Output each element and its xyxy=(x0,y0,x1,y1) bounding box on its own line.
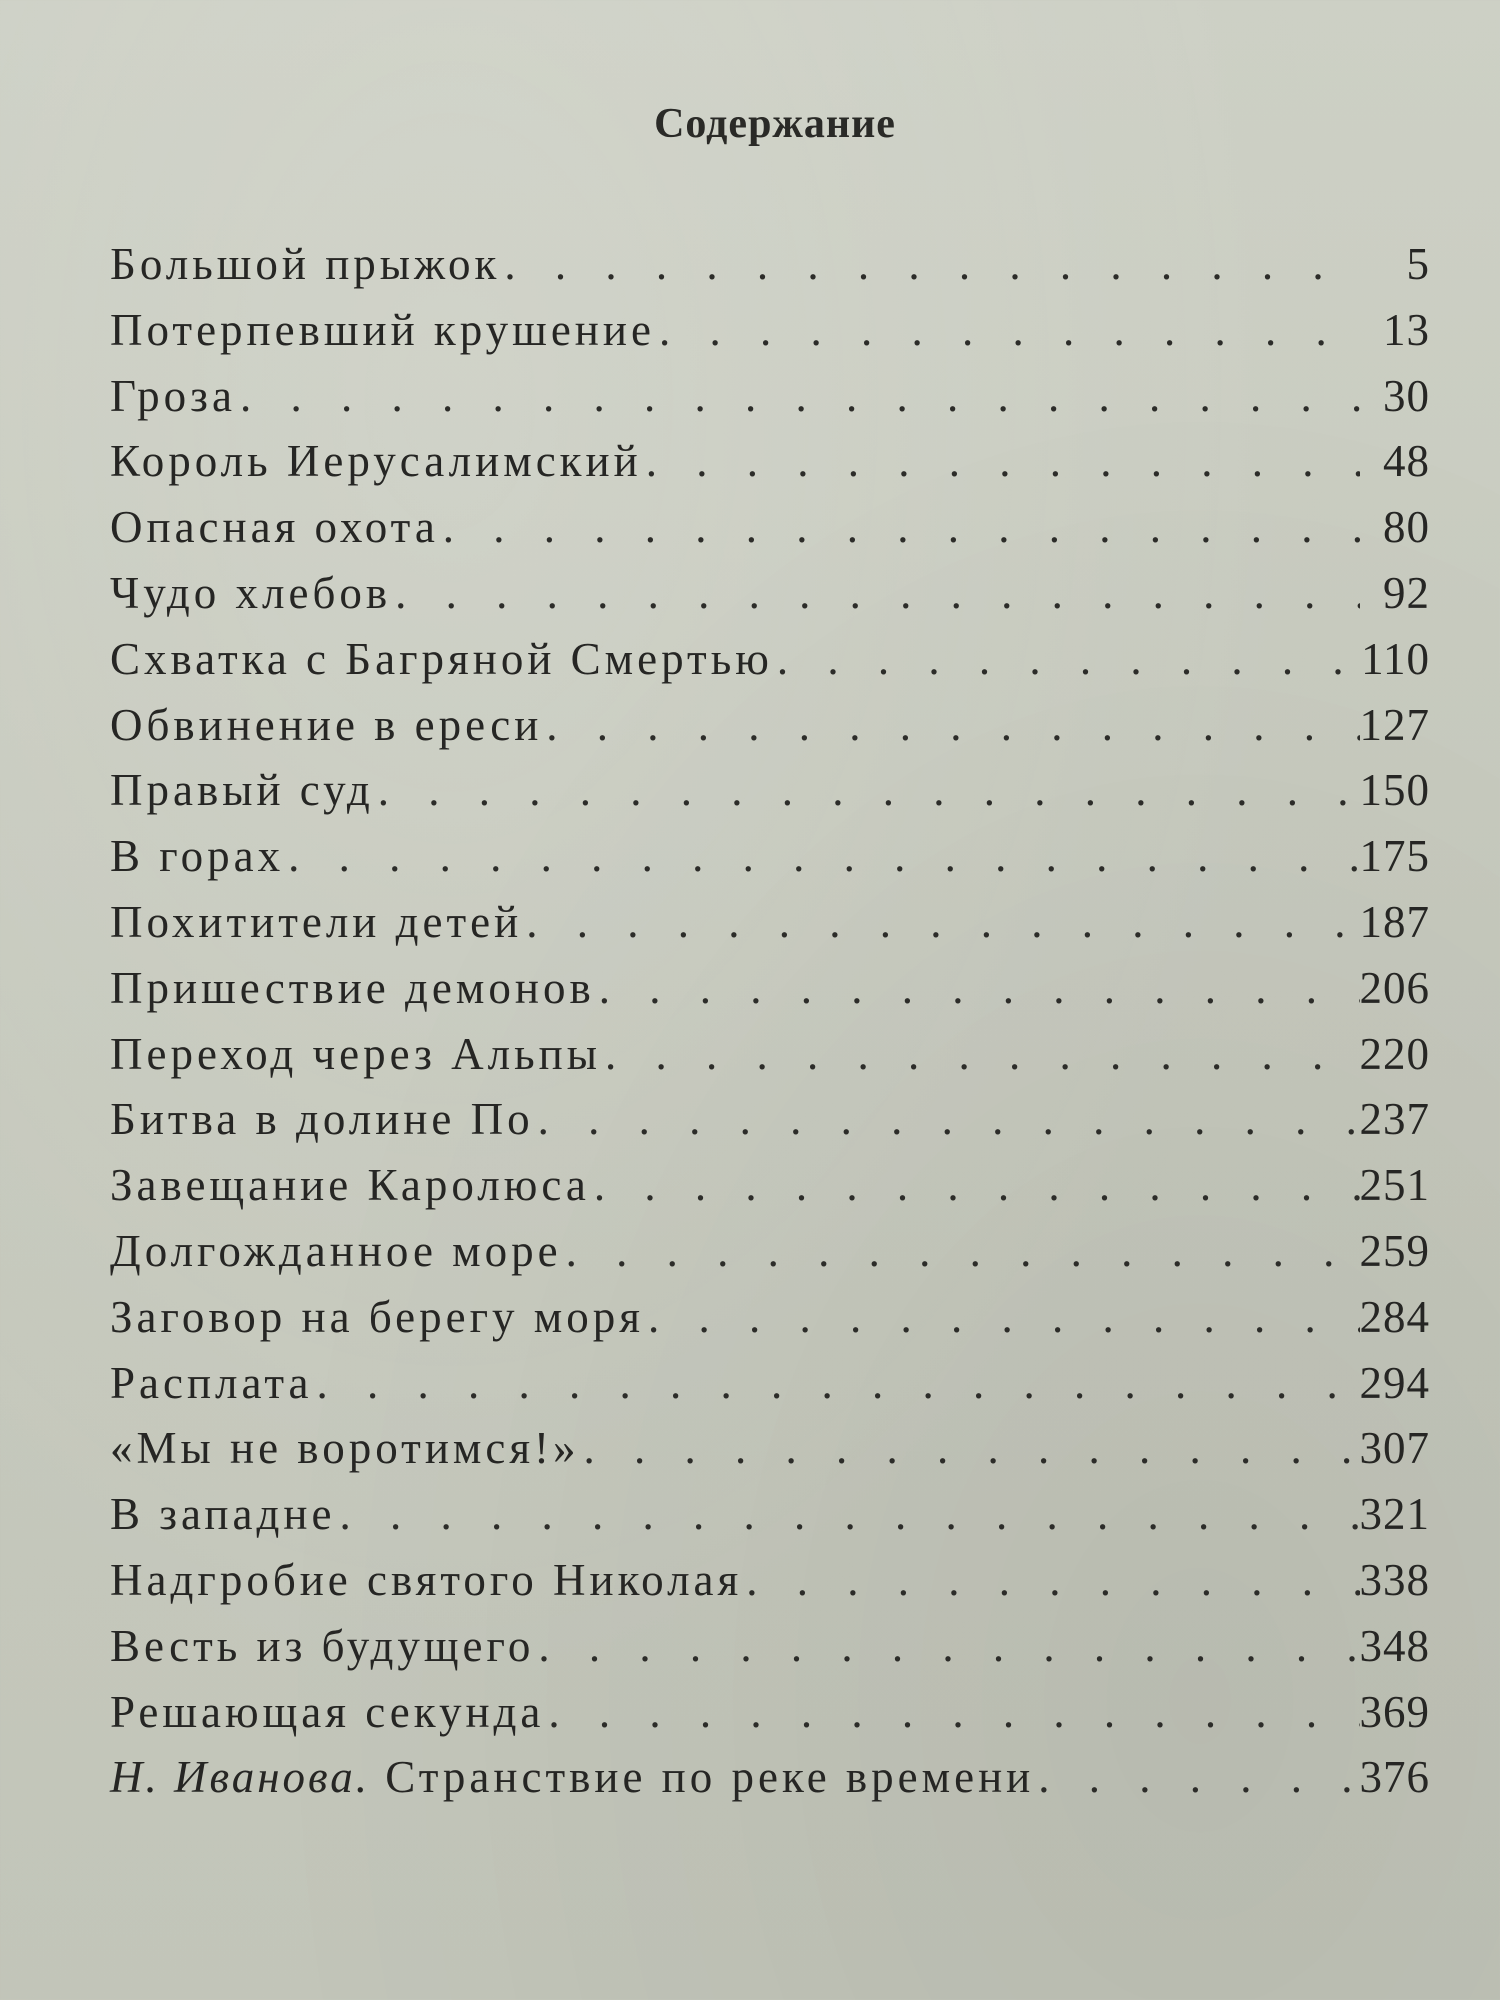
toc-entry xyxy=(110,1022,1430,1088)
toc-entry-page: 294 xyxy=(1359,1357,1430,1408)
afterword-author: Н. Иванова. xyxy=(110,1752,371,1803)
toc-entry-page: 110 xyxy=(1361,633,1430,684)
toc-entry xyxy=(110,429,1430,495)
dot-leader xyxy=(601,1022,1360,1088)
dot-leader xyxy=(374,758,1360,824)
toc-entry-title: Весть из будущего xyxy=(110,1620,535,1671)
toc-entry-title: Гроза xyxy=(110,370,236,421)
dot-leader xyxy=(439,495,1360,561)
toc-entry-page: 13 xyxy=(1383,304,1430,355)
toc-entry xyxy=(110,1219,1430,1285)
toc-entry xyxy=(110,1548,1430,1614)
toc-entry-page: 348 xyxy=(1359,1620,1430,1671)
toc-entry-page: 30 xyxy=(1383,370,1430,421)
toc-entry-page: 284 xyxy=(1359,1291,1430,1342)
toc-entry-afterword xyxy=(110,1745,1430,1811)
toc-entry-title: Надгробие святого Николая xyxy=(110,1554,743,1605)
toc-entry-title: Чудо хлебов xyxy=(110,567,392,618)
toc-entry-page: 127 xyxy=(1359,699,1430,750)
toc-entry xyxy=(110,1153,1430,1219)
dot-leader xyxy=(391,561,1360,627)
toc-entry xyxy=(110,298,1430,364)
dot-leader xyxy=(335,1482,1359,1548)
toc-entry xyxy=(110,693,1430,759)
toc-entry xyxy=(110,1351,1430,1417)
toc-entry-title: Правый суд xyxy=(110,765,374,816)
toc-entry-title: Заговор на берегу моря xyxy=(110,1291,644,1342)
toc-entry-page: 376 xyxy=(1359,1752,1430,1803)
dot-leader xyxy=(642,429,1360,495)
toc-entry xyxy=(110,495,1430,561)
toc-entry-title: Пришествие демонов xyxy=(110,962,595,1013)
dot-leader xyxy=(580,1416,1360,1482)
toc-entry xyxy=(110,561,1430,627)
toc-entry-page: 48 xyxy=(1383,436,1430,487)
table-of-contents xyxy=(110,232,1430,1811)
toc-entry-title: «Мы не воротимся!» xyxy=(110,1423,580,1474)
toc-entry xyxy=(110,364,1430,430)
toc-entry-title: Обвинение в ереси xyxy=(110,699,543,750)
dot-leader xyxy=(644,1285,1360,1351)
toc-entry xyxy=(110,824,1430,890)
toc-entry-title: Большой прыжок xyxy=(110,239,501,289)
dot-leader xyxy=(500,232,1360,298)
toc-entry xyxy=(110,1680,1430,1746)
toc-entry-title: Переход через Альпы xyxy=(110,1028,601,1079)
dot-leader xyxy=(236,364,1360,430)
toc-entry-title: Решающая секунда xyxy=(110,1686,545,1737)
toc-entry-title: Потерпевший крушение xyxy=(110,304,655,355)
dot-leader xyxy=(534,1614,1359,1680)
toc-entry-page: 187 xyxy=(1359,896,1430,947)
toc-entry xyxy=(110,758,1430,824)
toc-entry-page: 220 xyxy=(1359,1028,1430,1079)
toc-entry-page: 307 xyxy=(1359,1423,1430,1474)
dot-leader xyxy=(313,1351,1360,1417)
toc-entry-title: Король Иерусалимский xyxy=(110,436,642,487)
toc-entry xyxy=(110,890,1430,956)
page-title: Содержание xyxy=(654,101,896,147)
dot-leader xyxy=(534,1087,1360,1153)
dot-leader xyxy=(595,956,1360,1022)
toc-entry-page: 5 xyxy=(1406,239,1430,289)
toc-entry xyxy=(110,956,1430,1022)
dot-leader xyxy=(590,1153,1360,1219)
toc-entry-page: 259 xyxy=(1359,1225,1430,1276)
toc-entry-page: 175 xyxy=(1359,831,1430,882)
dot-leader xyxy=(544,1680,1359,1746)
toc-entry xyxy=(110,627,1430,693)
toc-entry-title: Расплата xyxy=(110,1357,313,1408)
toc-entry-title: Битва в долине По xyxy=(110,1094,534,1145)
toc-entry xyxy=(110,1087,1430,1153)
toc-entry xyxy=(110,1482,1430,1548)
dot-leader xyxy=(742,1548,1359,1614)
dot-leader xyxy=(542,693,1359,759)
toc-entry-title: Похитители детей xyxy=(110,896,523,947)
dot-leader xyxy=(773,627,1360,693)
afterword-title: Странствие по реке времени xyxy=(385,1752,1035,1803)
toc-entry-title: Опасная охота xyxy=(110,502,439,553)
toc-entry-title: Долгожданное море xyxy=(110,1225,562,1276)
toc-entry-title: Завещание Каролюса xyxy=(110,1160,590,1211)
toc-entry xyxy=(110,1416,1430,1482)
toc-entry-title: В горах xyxy=(110,831,285,882)
dot-leader xyxy=(1034,1745,1359,1811)
toc-entry-page: 237 xyxy=(1359,1094,1430,1145)
toc-entry xyxy=(110,232,1430,298)
toc-entry-page: 321 xyxy=(1359,1489,1430,1540)
dot-leader xyxy=(562,1219,1360,1285)
dot-leader xyxy=(284,824,1359,890)
toc-entry-page: 80 xyxy=(1383,502,1430,553)
toc-entry xyxy=(110,1614,1430,1680)
toc-entry-page: 251 xyxy=(1359,1160,1430,1211)
toc-entry-page: 92 xyxy=(1383,567,1430,618)
toc-entry-page: 206 xyxy=(1359,962,1430,1013)
toc-entry-page: 338 xyxy=(1359,1554,1430,1605)
toc-entry-page: 150 xyxy=(1359,765,1430,816)
toc-entry-page: 369 xyxy=(1359,1686,1430,1737)
toc-entry-title xyxy=(110,1745,1034,1811)
toc-entry-title: В западне xyxy=(110,1489,336,1540)
dot-leader xyxy=(655,298,1360,364)
dot-leader xyxy=(522,890,1359,956)
toc-entry-title: Схватка с Багряной Смертью xyxy=(110,633,773,684)
toc-entry xyxy=(110,1285,1430,1351)
